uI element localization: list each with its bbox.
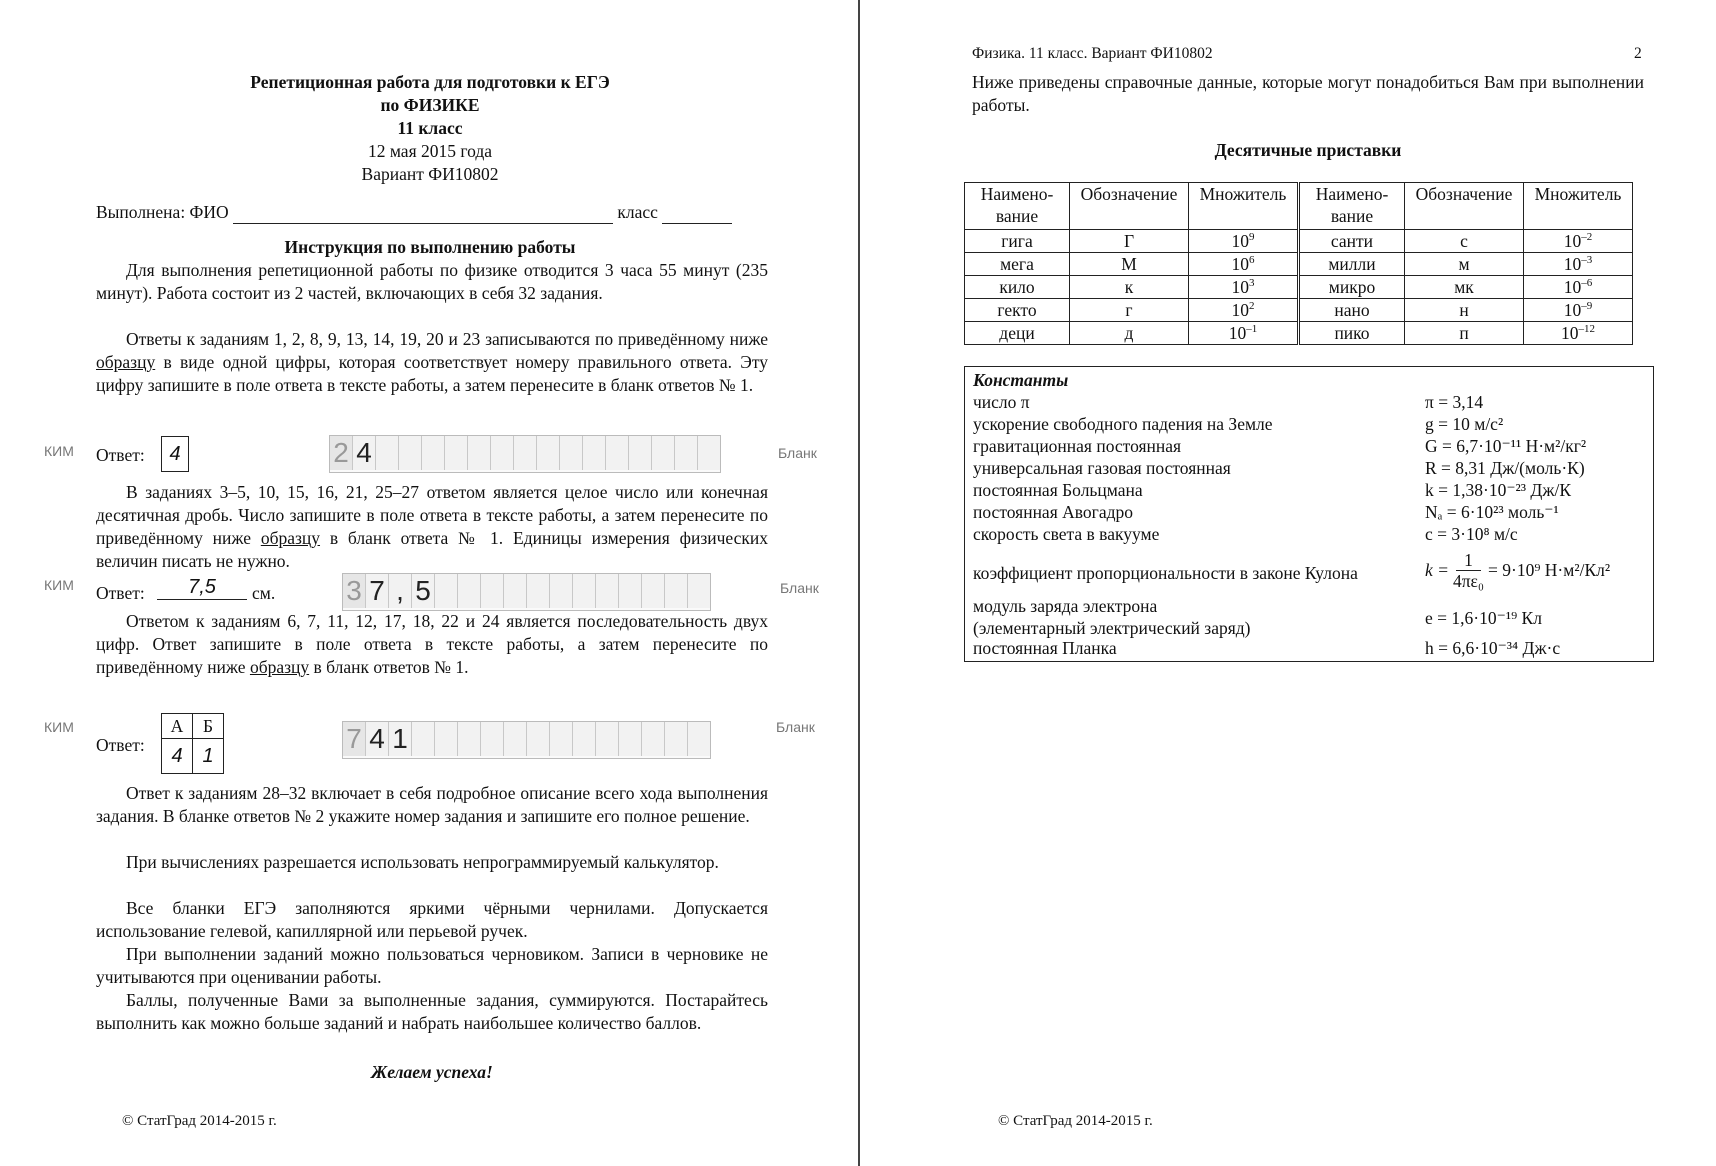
answer-box-1: 4 bbox=[161, 436, 189, 472]
constants-title: Константы bbox=[973, 370, 1069, 390]
obrazcu-link-1: образцу bbox=[96, 352, 156, 372]
strip-cell: 4 bbox=[353, 436, 376, 470]
strip-cell: 2 bbox=[330, 436, 353, 470]
constant-value: h = 6,6·10⁻³⁴ Дж·с bbox=[1425, 638, 1561, 658]
instructions-p8 bbox=[96, 943, 768, 989]
intro-text: Ниже приведены справочные данные, которые могут понадобиться Вам при выполнении работы. bbox=[972, 72, 1644, 115]
strip-cell: 3 bbox=[343, 574, 366, 608]
constant-name: ускорение свободного падения на Земле bbox=[973, 414, 1273, 434]
constants-box bbox=[964, 366, 1654, 662]
constant-value: c = 3·10⁸ м/с bbox=[1425, 524, 1518, 544]
paragraph-4a: Ответом к заданиям 6, 7, 11, 12, 17, 18, 22 и 24 является последовательность двух цифр. Ответ запишите в поле ответа в тексте работы, а затем перенесите по приведённому ниже bbox=[96, 611, 768, 677]
constant-value: g = 10 м/с² bbox=[1425, 414, 1504, 434]
footer-right: © СтатГрад 2014-2015 г. bbox=[998, 1113, 1153, 1129]
constant-value: π = 3,14 bbox=[1425, 392, 1484, 412]
answer-head-a: А bbox=[162, 714, 193, 739]
constant-value: Nₐ = 6·10²³ моль⁻¹ bbox=[1425, 502, 1559, 522]
answer-label-1: Ответ: bbox=[96, 445, 145, 465]
paragraph-2a: Ответы к заданиям 1, 2, 8, 9, 13, 14, 19, 20 и 23 записываются по приведённому ниже bbox=[126, 329, 768, 349]
prefix-header: Множитель bbox=[1524, 183, 1633, 230]
prefix-header: Наимено- вание bbox=[1299, 183, 1405, 230]
kim-label-2: КИМ bbox=[44, 577, 74, 593]
prefix-header: Множитель bbox=[1189, 183, 1299, 230]
answer-cell-a: 4 bbox=[162, 739, 193, 774]
constant-value: G = 6,7·10⁻¹¹ Н·м²/кг² bbox=[1425, 436, 1587, 456]
answer-field-2: 7,5 bbox=[157, 576, 247, 600]
prefix-title: Десятичные приставки bbox=[1214, 140, 1402, 160]
instructions-title: Инструкция по выполнению работы bbox=[284, 237, 576, 257]
instructions-p4 bbox=[96, 610, 768, 679]
kim-label-3: КИМ bbox=[44, 719, 74, 735]
blank-label-1: Бланк bbox=[778, 445, 817, 461]
prefix-row: кило к $10^3$ микро мк $10^{-6}$ bbox=[965, 276, 1633, 299]
blank-strip-3 bbox=[342, 721, 711, 759]
prefix-header: Обозначение bbox=[1070, 183, 1189, 230]
answer-label-3: Ответ: bbox=[96, 735, 145, 755]
answer-label-2: Ответ: bbox=[96, 583, 145, 603]
paragraph-3b: в бланк ответа № 1. Единицы измерения физических величин писать не нужно. bbox=[96, 528, 768, 571]
strip-cell: , bbox=[389, 574, 412, 608]
constant-value: e = 1,6·10⁻¹⁹ Кл bbox=[1425, 608, 1542, 628]
answer-head-b: Б bbox=[193, 714, 224, 739]
title-line-1: Репетиционная работа для подготовки к ЕГЭ bbox=[250, 72, 610, 92]
page-divider bbox=[858, 0, 860, 1166]
constant-name: модуль заряда электрона bbox=[973, 596, 1158, 616]
paragraph-6: При вычислениях разрешается использовать непрограммируемый калькулятор. bbox=[126, 852, 719, 872]
answer-cell-b: 1 bbox=[193, 739, 224, 774]
constant-name: гравитационная постоянная bbox=[973, 436, 1182, 456]
constant-name: коэффициент пропорциональности в законе Кулона bbox=[973, 563, 1358, 583]
variant: Вариант ФИ10802 bbox=[361, 164, 499, 184]
strip-cell: 7 bbox=[366, 574, 389, 608]
page-number: 2 bbox=[1634, 45, 1642, 62]
date: 12 мая 2015 года bbox=[367, 141, 493, 161]
constant-name: постоянная Планка bbox=[973, 638, 1117, 658]
constant-name: постоянная Больцмана bbox=[973, 480, 1143, 500]
title bbox=[96, 71, 764, 140]
constant-name: универсальная газовая постоянная bbox=[973, 458, 1231, 478]
footer-left: © СтатГрад 2014-2015 г. bbox=[122, 1113, 277, 1129]
prefix-row: гекто г $10^2$ нано н $10^{-9}$ bbox=[965, 299, 1633, 322]
constant-value: k = 1,38·10⁻²³ Дж/К bbox=[1425, 480, 1571, 500]
prefix-header: Наимено- вание bbox=[965, 183, 1070, 230]
obrazcu-link-2: образцу bbox=[260, 528, 321, 548]
strip-cell: 7 bbox=[343, 722, 366, 756]
instructions-p2 bbox=[96, 328, 768, 397]
title-line-3: 11 класс bbox=[397, 118, 463, 138]
instructions-p3 bbox=[96, 481, 768, 573]
blank-label-3: Бланк bbox=[776, 719, 815, 735]
class-field[interactable] bbox=[662, 205, 732, 224]
strip-cell: 1 bbox=[389, 722, 412, 756]
prefix-row: гига Г $10^9$ санти с $10^{-2}$ bbox=[965, 230, 1633, 253]
constant-value: R = 8,31 Дж/(моль·К) bbox=[1425, 458, 1585, 478]
prefix-table bbox=[964, 182, 1633, 345]
instructions-p1 bbox=[96, 259, 768, 305]
instructions-p5 bbox=[96, 782, 768, 828]
constant-name: число π bbox=[973, 392, 1030, 412]
obrazcu-link-3: образцу bbox=[249, 657, 310, 677]
coulomb-formula: k = $\frac{1}{\text{4πε₀}}$ = 9·10⁹ Н·м²/Кл² bbox=[1425, 549, 1611, 591]
constant-name: скорость света в вакууме bbox=[973, 524, 1160, 544]
instructions-p6 bbox=[96, 851, 768, 874]
title-line-2: по ФИЗИКЕ bbox=[380, 95, 480, 115]
strip-cell: 5 bbox=[412, 574, 435, 608]
paragraph-7: Все бланки ЕГЭ заполняются яркими чёрными чернилами. Допускается использование гелевой, капиллярной или перьевой ручек. bbox=[96, 898, 768, 941]
fio-field[interactable] bbox=[233, 205, 613, 224]
paragraph-8: При выполнении заданий можно пользоваться черновиком. Записи в черновике не учитываются при оценивании работы. bbox=[96, 944, 768, 987]
prefix-row: деци д $10^{-1}$ пико п $10^{-12}$ bbox=[965, 322, 1633, 345]
paragraph-3a: В заданиях 3–5, 10, 15, 16, 21, 25–27 ответом является целое число или конечная десятичная дробь. Число запишите в поле ответа в тексте работы, а затем перенесите по приведённому ниже bbox=[96, 482, 768, 548]
answer-table-3 bbox=[161, 713, 224, 774]
page-header: Физика. 11 класс. Вариант ФИ10802 bbox=[972, 45, 1213, 62]
prefix-header: Обозначение bbox=[1405, 183, 1524, 230]
paragraph-5: Ответ к заданиям 28–32 включает в себя подробное описание всего хода выполнения задания. В бланке ответов № 2 укажите номер задания и запишите его полное решение. bbox=[96, 783, 768, 826]
kim-label-1: КИМ bbox=[44, 443, 74, 459]
paragraph-1: Для выполнения репетиционной работы по физике отводится 3 часа 55 минут (235 минут). Работа состоит из 2 частей, включающих в себя 32 задания. bbox=[96, 260, 768, 303]
instructions-p9 bbox=[96, 989, 768, 1035]
wish-text: Желаем успеха! bbox=[371, 1062, 493, 1082]
strip-cell: 4 bbox=[366, 722, 389, 756]
prefix-row: мега М $10^6$ милли м $10^{-3}$ bbox=[965, 253, 1633, 276]
answer-unit-2: см. bbox=[252, 583, 276, 603]
class-label: класс bbox=[617, 202, 658, 222]
constant-name: (элементарный электрический заряд) bbox=[973, 618, 1251, 638]
fio-line bbox=[96, 201, 768, 224]
paragraph-2b: в виде одной цифры, которая соответствует номеру правильного ответа. Эту цифру запишите в поле ответа в тексте работы, а затем перенесите в бланк ответов № 1. bbox=[96, 352, 768, 395]
blank-strip-2 bbox=[342, 573, 711, 611]
paragraph-4b: в бланк ответов № 1. bbox=[309, 657, 469, 677]
paragraph-9: Баллы, полученные Вами за выполненные задания, суммируются. Постарайтесь выполнить как можно больше заданий и набрать наибольшее количество баллов. bbox=[96, 990, 768, 1033]
blank-strip-1 bbox=[329, 435, 721, 473]
fio-label: Выполнена: ФИО bbox=[96, 202, 229, 222]
constant-name: постоянная Авогадро bbox=[973, 502, 1134, 522]
blank-label-2: Бланк bbox=[780, 580, 819, 596]
instructions-p7 bbox=[96, 897, 768, 943]
